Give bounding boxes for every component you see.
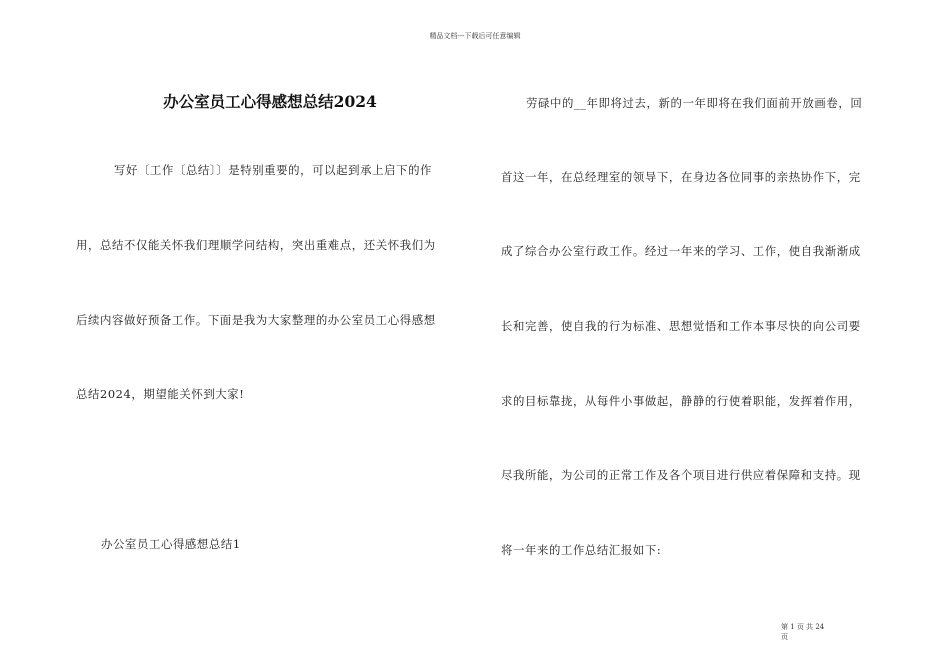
body-line: 劳碌中的__年即将过去，新的一年即将在我们面前开放画卷，回 bbox=[526, 96, 863, 110]
intro-line: 总结2024，期望能关怀到大家! bbox=[76, 387, 245, 401]
intro-line: 用，总结不仅能关怀我们理顺学问结构，突出重难点，还关怀我们为 bbox=[76, 238, 436, 252]
document-title: 办公室员工心得感想总结2024 bbox=[163, 92, 377, 111]
body-line: 将一年来的工作总结汇报如下: bbox=[501, 543, 662, 557]
body-line: 尽我所能，为公司的正常工作及各个项目进行供应着保障和支持。现 bbox=[501, 468, 861, 482]
page-header: 精品文档---下载后可任意编辑 bbox=[429, 32, 521, 40]
section-heading: 办公室员工心得感想总结1 bbox=[101, 537, 241, 551]
body-line: 成了综合办公室行政工作。经过一年来的学习、工作，使自我渐渐成 bbox=[501, 244, 861, 258]
body-line: 首这一年，在总经理室的领导下，在身边各位同事的亲热协作下，完 bbox=[501, 170, 861, 184]
page-number-line: 页 bbox=[781, 633, 788, 641]
body-line: 求的目标靠拢，从每件小事做起，静静的行使着职能，发挥着作用， bbox=[501, 394, 861, 408]
intro-line: 后续内容做好预备工作。下面是我为大家整理的办公室员工心得感想 bbox=[76, 313, 436, 327]
page-number bbox=[781, 622, 841, 642]
intro-line: 写好〔工作〔总结〕〕是特别重要的，可以起到承上启下的作 bbox=[114, 163, 433, 177]
page-number-line: 第 1 页 共 24 bbox=[781, 623, 825, 631]
body-line: 长和完善，使自我的行为标准、思想觉悟和工作本事尽快的向公司要 bbox=[501, 319, 861, 333]
